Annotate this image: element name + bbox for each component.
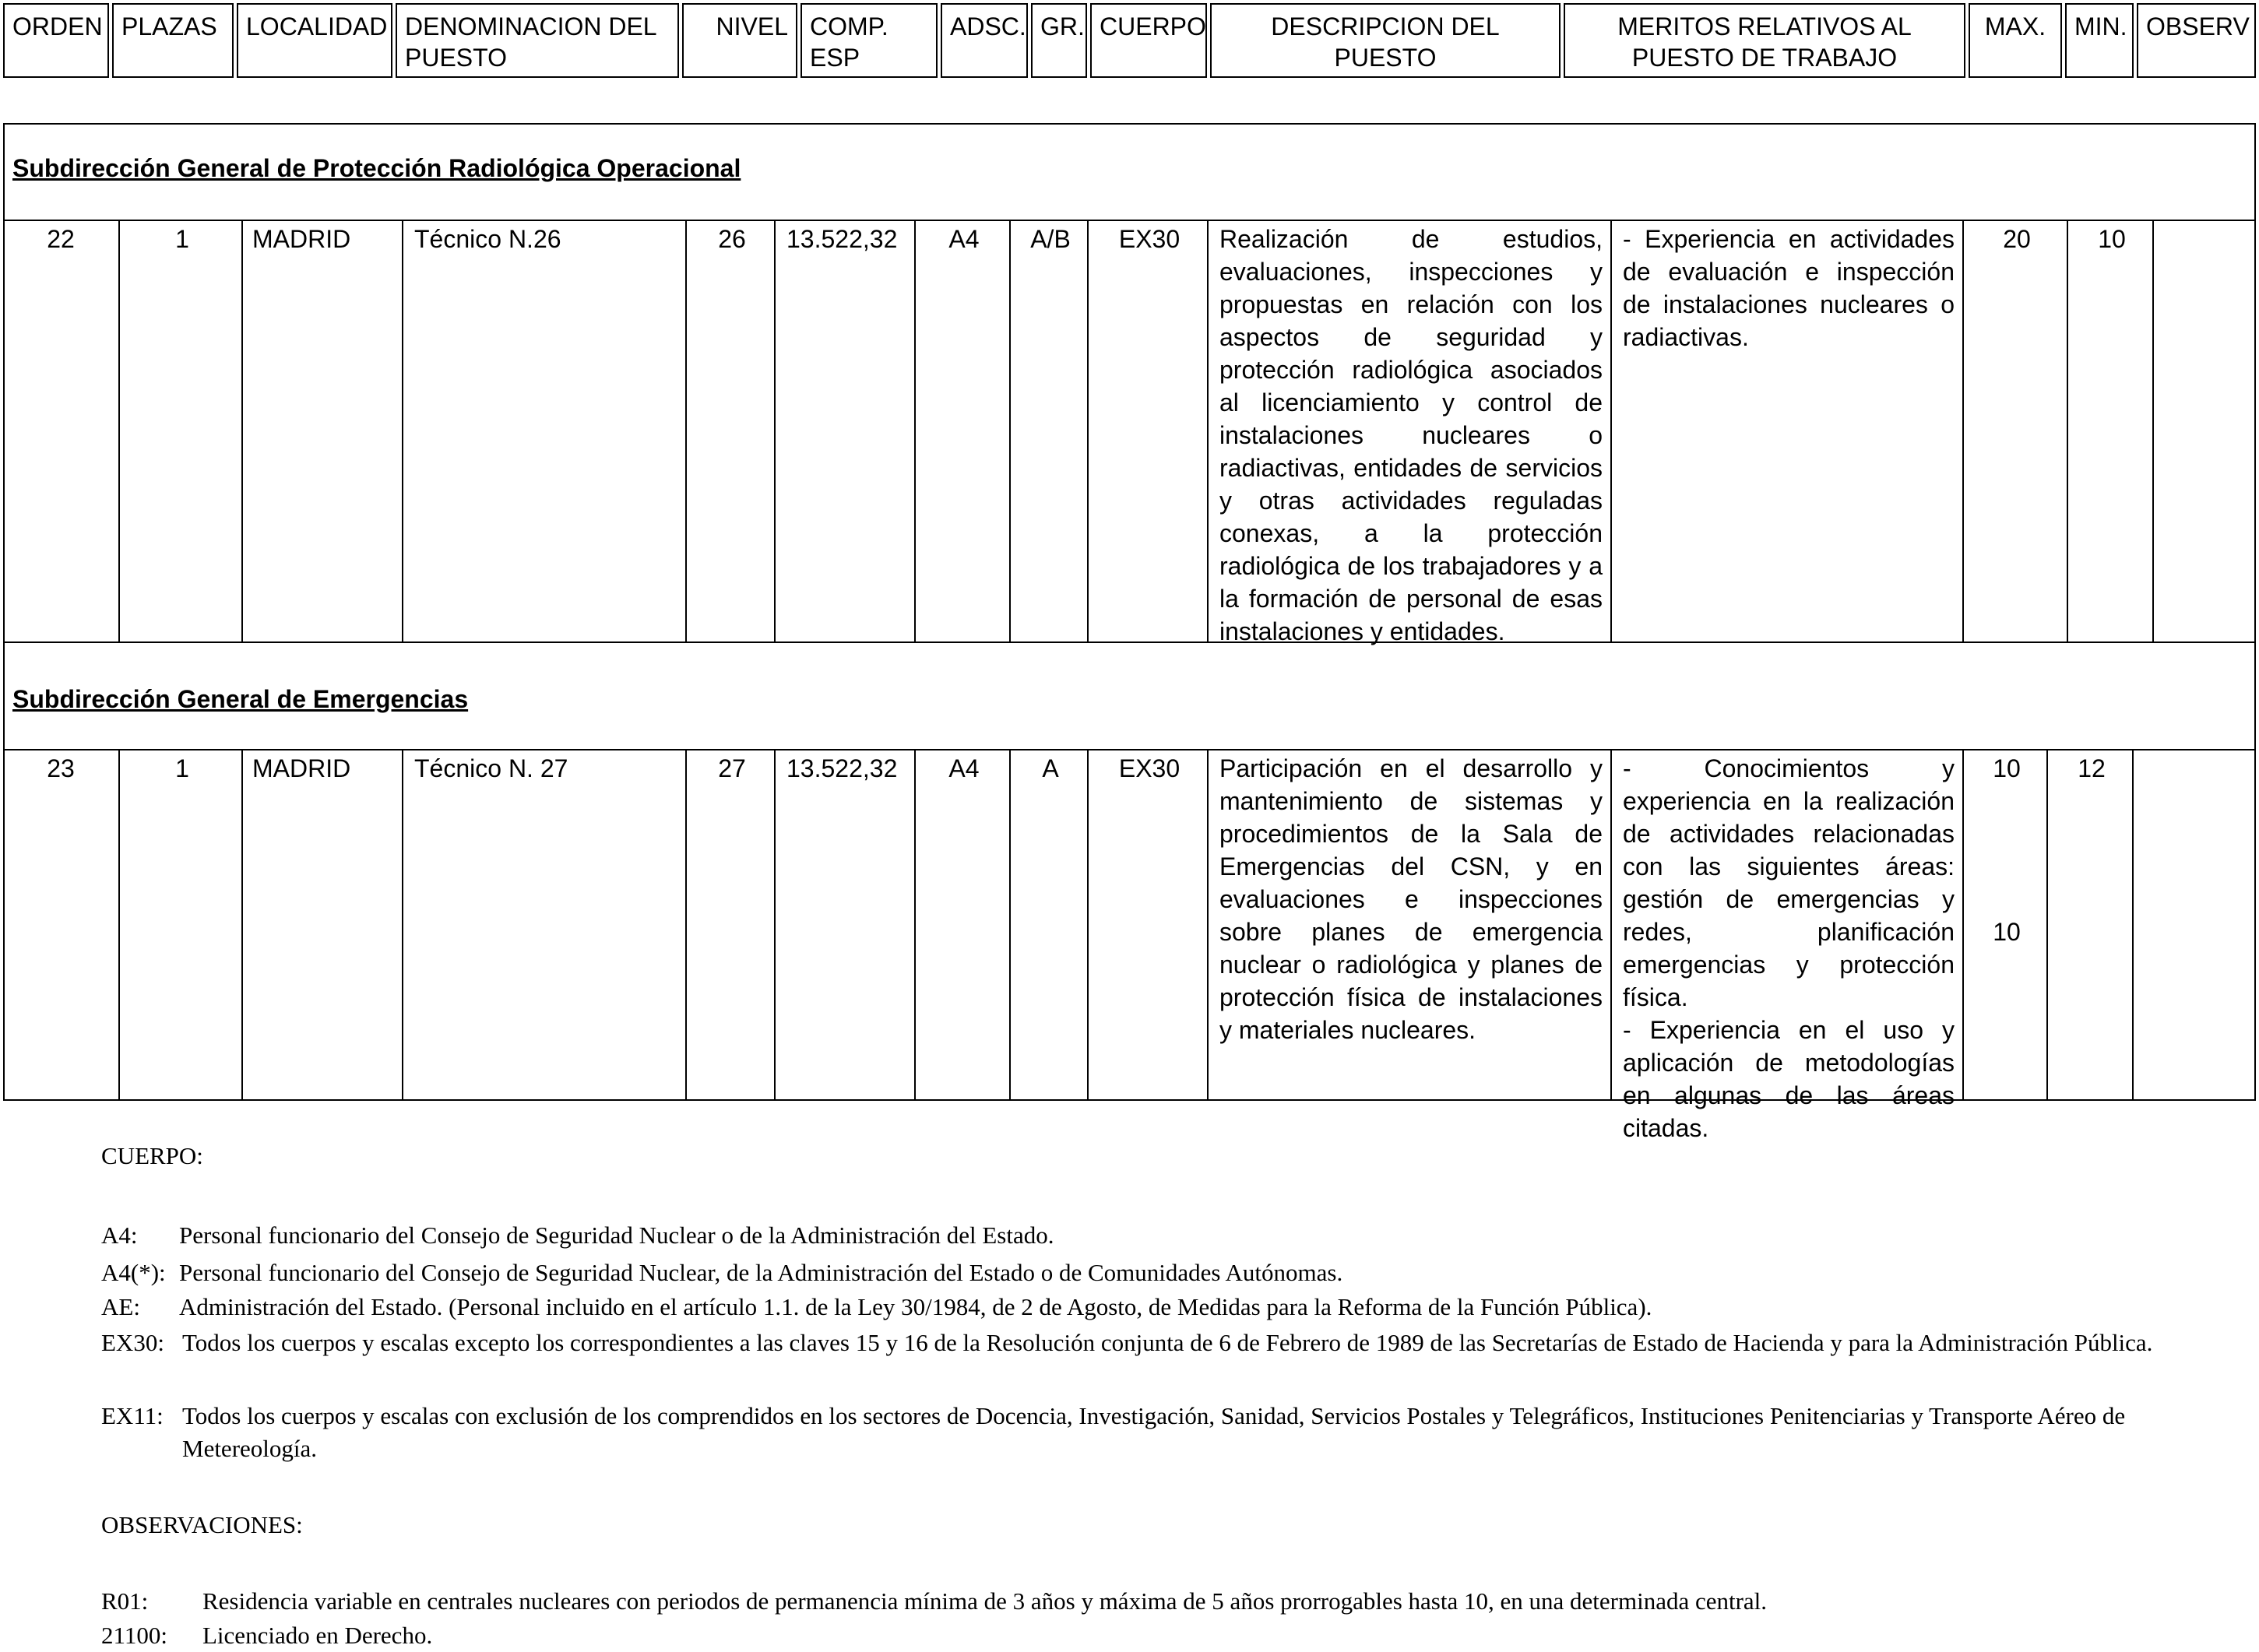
cell-descripcion: Realización de estudios, evaluaciones, inspecciones y propuestas en relación con los aspectos de seguridad y protección radiológica asociados al licenciamiento y control de instalaciones nucleares o radiactivas, entidades de servicios y otras actividades reguladas conexas, a la protección radiológica de los trabajadores y a la formación de personal de esas instalaciones y entidades. [1212,221,1612,641]
cell-localidad: MADRID [245,221,403,641]
note-key: AE: [101,1293,140,1320]
cell-descripcion: Participación en el desarrollo y mantenimiento de sistemas y procedimientos de la Sala de Emergencias del CSN, y en evaluaciones e inspecciones sobre planes de emergencia nuclear o radiológica y planes de protección física de instalaciones y materiales nucleares. [1212,750,1612,1101]
note-key: R01: [101,1587,149,1615]
cell-denominacion: Técnico N.26 [406,221,687,641]
cell-observ [2137,750,2256,1101]
header-comp-esp: COMP. ESP [801,3,938,78]
cell-min: 12 [2051,750,2134,1101]
header-nivel: NIVEL [682,3,797,78]
note-text: Administración del Estado. (Personal incluido en el artículo 1.1. de la Ley 30/1984, de 2 de Agosto, de Medidas para la Reforma de la Función Pública). [179,1293,1652,1320]
cuerpo-heading: CUERPO: [101,1142,203,1169]
header-cuerpo: CUERPO [1090,3,1207,78]
cell-meritos [1615,221,1964,641]
spacer [1975,785,2039,916]
merito-item: - Experiencia en actividades de evaluación e inspección de instalaciones nucleares o radiactivas. [1623,225,1955,351]
cell-max [1967,750,2048,1101]
header-gr: GR. [1031,3,1087,78]
observaciones-heading: OBSERVACIONES: [101,1511,303,1538]
note-text: Residencia variable en centrales nucleares con periodos de permanencia mínima de 3 años y máxima de 5 años prorrogables hasta 10, en una determinada central. [202,1587,1768,1615]
cell-gr: A [1014,750,1089,1101]
note-key: A4: [101,1221,138,1249]
merito-item: - Experiencia en el uso y aplicación de metodologías en algunas de las áreas citadas. [1623,1016,1955,1142]
note-key: 21100: [101,1622,167,1649]
max-value: 10 [1993,918,2021,946]
header-adsc: ADSC. [941,3,1028,78]
note-key: EX11: [101,1402,164,1429]
header-observ: OBSERV [2137,3,2256,78]
cell-denominacion: Técnico N. 27 [406,750,687,1101]
cell-localidad: MADRID [245,750,403,1101]
cell-comp-esp: 13.522,32 [779,750,916,1101]
cell-adsc: A4 [919,221,1011,641]
cell-cuerpo: EX30 [1092,221,1209,641]
cell-gr: A/B [1014,221,1089,641]
header-descripcion: DESCRIPCION DEL PUESTO [1210,3,1561,78]
header-orden: ORDEN [3,3,109,78]
divider [3,641,2256,643]
header-localidad: LOCALIDAD [237,3,392,78]
header-meritos: MERITOS RELATIVOS AL PUESTO DE TRABAJO [1564,3,1965,78]
header-plazas: PLAZAS [112,3,234,78]
section-title-proteccion: Subdirección General de Protección Radiológica Operacional [12,154,741,182]
cell-min: 10 [2071,221,2154,641]
cell-orden: 23 [3,750,120,1101]
cell-observ [2157,221,2256,641]
cell-plazas: 1 [123,750,243,1101]
note-text: Personal funcionario del Consejo de Seguridad Nuclear, de la Administración del Estado o de Comunidades Autónomas. [179,1259,1343,1286]
note-key: A4(*): [101,1259,166,1286]
cell-max [1967,221,2068,641]
section-title-emergencias: Subdirección General de Emergencias [12,685,469,713]
cell-nivel: 27 [690,750,776,1101]
note-text: Todos los cuerpos y escalas excepto los correspondientes a las claves 15 y 16 de la Resolución conjunta de 6 de Febrero de 1989 de las Secretarías de Estado de Hacienda y para la Administración Pública. [182,1329,2153,1356]
cell-orden: 22 [3,221,120,641]
cell-meritos [1615,750,1964,1142]
max-value: 20 [2003,225,2031,253]
note-text: Licenciado en Derecho. [202,1622,433,1649]
cell-comp-esp: 13.522,32 [779,221,916,641]
header-max: MAX. [1969,3,2062,78]
cell-adsc: A4 [919,750,1011,1101]
header-denominacion: DENOMINACION DEL PUESTO [396,3,679,78]
cell-cuerpo: EX30 [1092,750,1209,1101]
note-text: Todos los cuerpos y escalas con exclusión de los comprendidos en los sectores de Docencia, Investigación, Sanidad, Servicios Postales y Telegráficos, Instituciones Penitenciarias y Transporte Aéreo de Metereología. [182,1402,2126,1462]
note-text: Personal funcionario del Consejo de Seguridad Nuclear o de la Administración del Estado. [179,1221,1054,1249]
header-min: MIN. [2065,3,2134,78]
cell-plazas: 1 [123,221,243,641]
cell-nivel: 26 [690,221,776,641]
max-value: 10 [1993,754,2021,782]
note-key: EX30: [101,1329,164,1356]
merito-item: - Conocimientos y experiencia en la realización de actividades relacionadas con las siguientes áreas: gestión de emergencias y redes, planificación emergencias y protección física. [1623,754,1955,1011]
